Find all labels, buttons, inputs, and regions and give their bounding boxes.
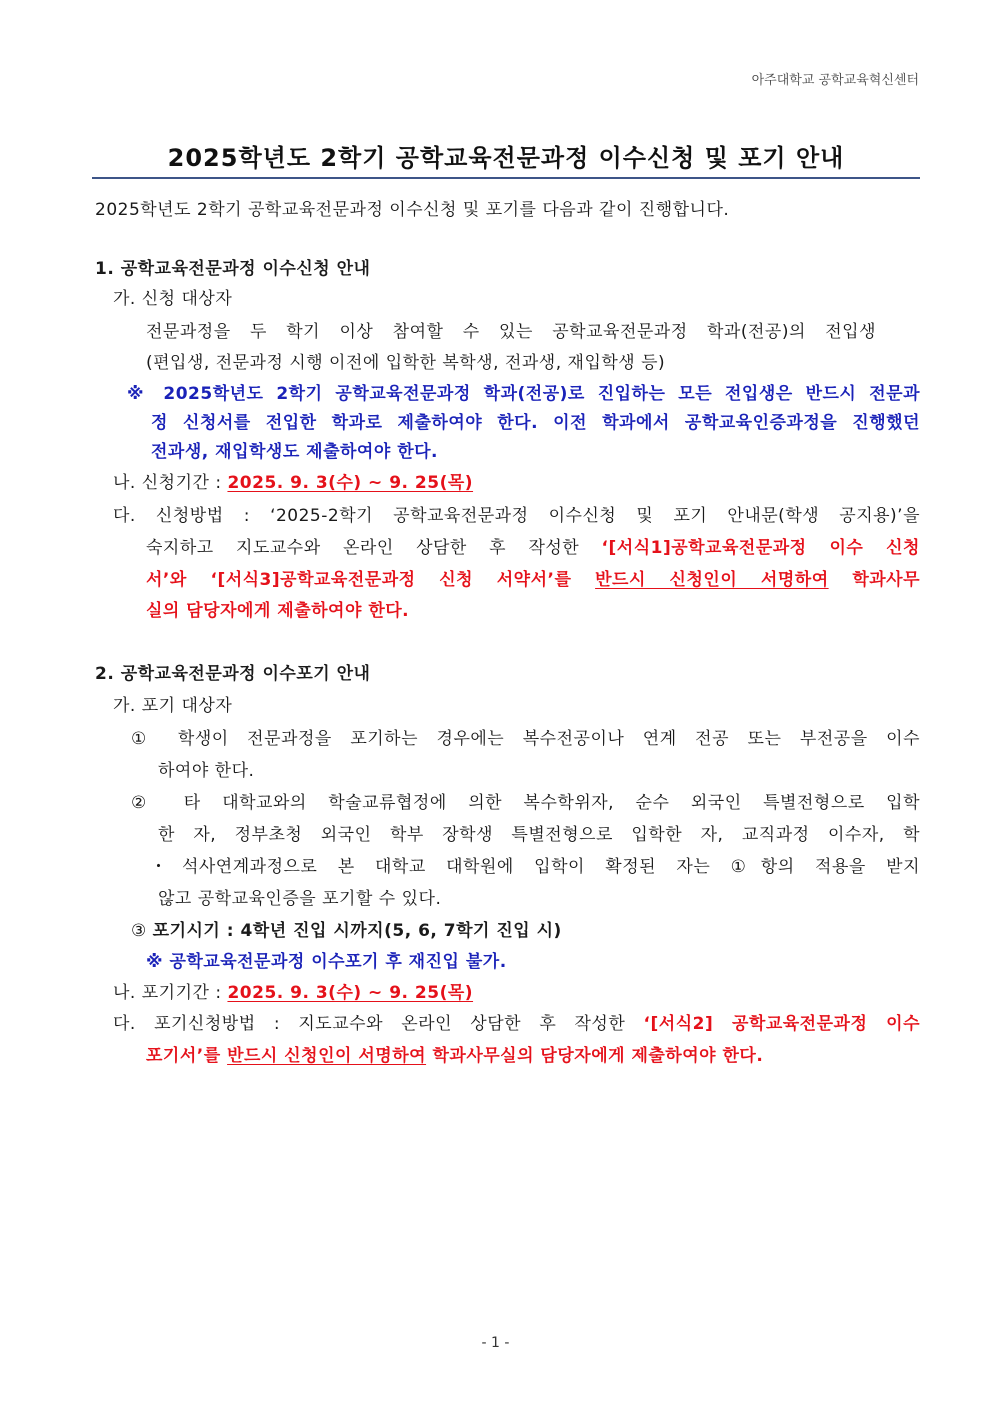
section1-note-line2: 정 신청서를 전입한 학과로 제출하여야 한다. 이전 학과에서 공학교육인증과정을 진행했던 bbox=[151, 413, 920, 433]
section1-da-line2-text: 숙지하고 지도교수와 온라인 상담한 후 작성한 bbox=[146, 538, 602, 558]
form1-reference: ‘[서식1]공학교육전문과정 이수 신청 bbox=[601, 538, 920, 558]
section1-ga-line1: 전문과정을 두 학기 이상 참여할 수 있는 공학교육전문과정 학과(전공)의 전입생 bbox=[146, 322, 876, 342]
section1-heading: 1. 공학교육전문과정 이수신청 안내 bbox=[95, 259, 371, 279]
section2-withdrawal-period: 2025. 9. 3(수) ~ 9. 25(목) bbox=[227, 983, 474, 1003]
section2-item2-line2: 한 자, 정부초청 외국인 학부 장학생 특별전형으로 입학한 자, 교직과정 이수자, 학 bbox=[158, 825, 920, 845]
section1-application-period: 2025. 9. 3(수) ~ 9. 25(목) bbox=[227, 473, 474, 493]
title-underline bbox=[92, 177, 920, 179]
section2-item2-line4: 않고 공학교육인증을 포기할 수 있다. bbox=[158, 889, 442, 909]
section2-item1-line2: 하여야 한다. bbox=[158, 761, 255, 781]
section1-da-line2 bbox=[146, 536, 920, 560]
section2-heading: 2. 공학교육전문과정 이수포기 안내 bbox=[95, 664, 371, 684]
section2-item1-line1: ① 학생이 전문과정을 포기하는 경우에는 복수전공이나 연계 전공 또는 부전공을 이수 bbox=[131, 729, 920, 749]
section2-na-label: 나. 포기기간 : bbox=[113, 983, 228, 1003]
header-organization: 아주대학교 공학교육혁신센터 bbox=[751, 73, 919, 88]
section1-na-label: 나. 신청기간 : bbox=[113, 473, 228, 493]
form2-reference: ‘[서식2] 공학교육전문과정 이수 bbox=[643, 1014, 920, 1034]
section1-da-line1: 다. 신청방법 : ‘2025-2학기 공학교육전문과정 이수신청 및 포기 안내문(학생 공지용)’을 bbox=[113, 506, 920, 526]
section1-ga-line2: (편입생, 전문과정 시행 이전에 입학한 복학생, 전과생, 재입학생 등) bbox=[146, 353, 666, 373]
section1-na bbox=[113, 471, 473, 495]
section2-da-line1-text: 다. 포기신청방법 : 지도교수와 온라인 상담한 후 작성한 bbox=[113, 1014, 644, 1034]
section2-da-line2 bbox=[146, 1044, 763, 1068]
form3-reference: 서’와 ‘[서식3]공학교육전문과정 신청 서약서’를 bbox=[146, 570, 596, 590]
section1-ga-label: 가. 신청 대상자 bbox=[113, 289, 233, 309]
section2-da-line1 bbox=[113, 1012, 920, 1036]
signature-requirement-2: 반드시 신청인이 서명하여 bbox=[227, 1046, 427, 1066]
page-number: - 1 - bbox=[481, 1335, 510, 1351]
section2-item3-number: ③ bbox=[131, 921, 153, 941]
section2-da-line2-tail: 학과사무실의 담당자에게 제출하여야 한다. bbox=[426, 1046, 764, 1066]
form2-reference-end: 포기서’를 bbox=[146, 1046, 228, 1066]
section1-da-line4: 실의 담당자에게 제출하여야 한다. bbox=[146, 601, 410, 621]
section2-item3-text: 포기시기 : 4학년 진입 시까지(5, 6, 7학기 진입 시) bbox=[152, 921, 562, 941]
section2-item2-line1: ② 타 대학교와의 학술교류협정에 의한 복수학위자, 순수 외국인 특별전형으로 입학 bbox=[131, 793, 920, 813]
section2-item3 bbox=[131, 919, 562, 943]
intro-text: 2025학년도 2학기 공학교육전문과정 이수신청 및 포기를 다음과 같이 진행합니다. bbox=[95, 200, 730, 220]
section2-na bbox=[113, 981, 473, 1005]
section1-da-line3 bbox=[146, 568, 920, 592]
section1-note-line3: 전과생, 재입학생도 제출하여야 한다. bbox=[151, 442, 439, 462]
section1-da-line3-tail: 학과사무 bbox=[828, 570, 921, 590]
section2-note: ※ 공학교육전문과정 이수포기 후 재진입 불가. bbox=[146, 952, 507, 972]
section2-item2-line3: ・석사연계과정으로 본 대학교 대학원에 입학이 확정된 자는 ①항의 적용을 받지 bbox=[150, 857, 920, 877]
document-title: 2025학년도 2학기 공학교육전문과정 이수신청 및 포기 안내 bbox=[167, 144, 845, 172]
signature-requirement: 반드시 신청인이 서명하여 bbox=[595, 570, 829, 590]
section2-ga-label: 가. 포기 대상자 bbox=[113, 696, 233, 716]
section1-note-line1: ※ 2025학년도 2학기 공학교육전문과정 학과(전공)로 진입하는 모든 전입생은 반드시 전문과 bbox=[127, 384, 920, 404]
